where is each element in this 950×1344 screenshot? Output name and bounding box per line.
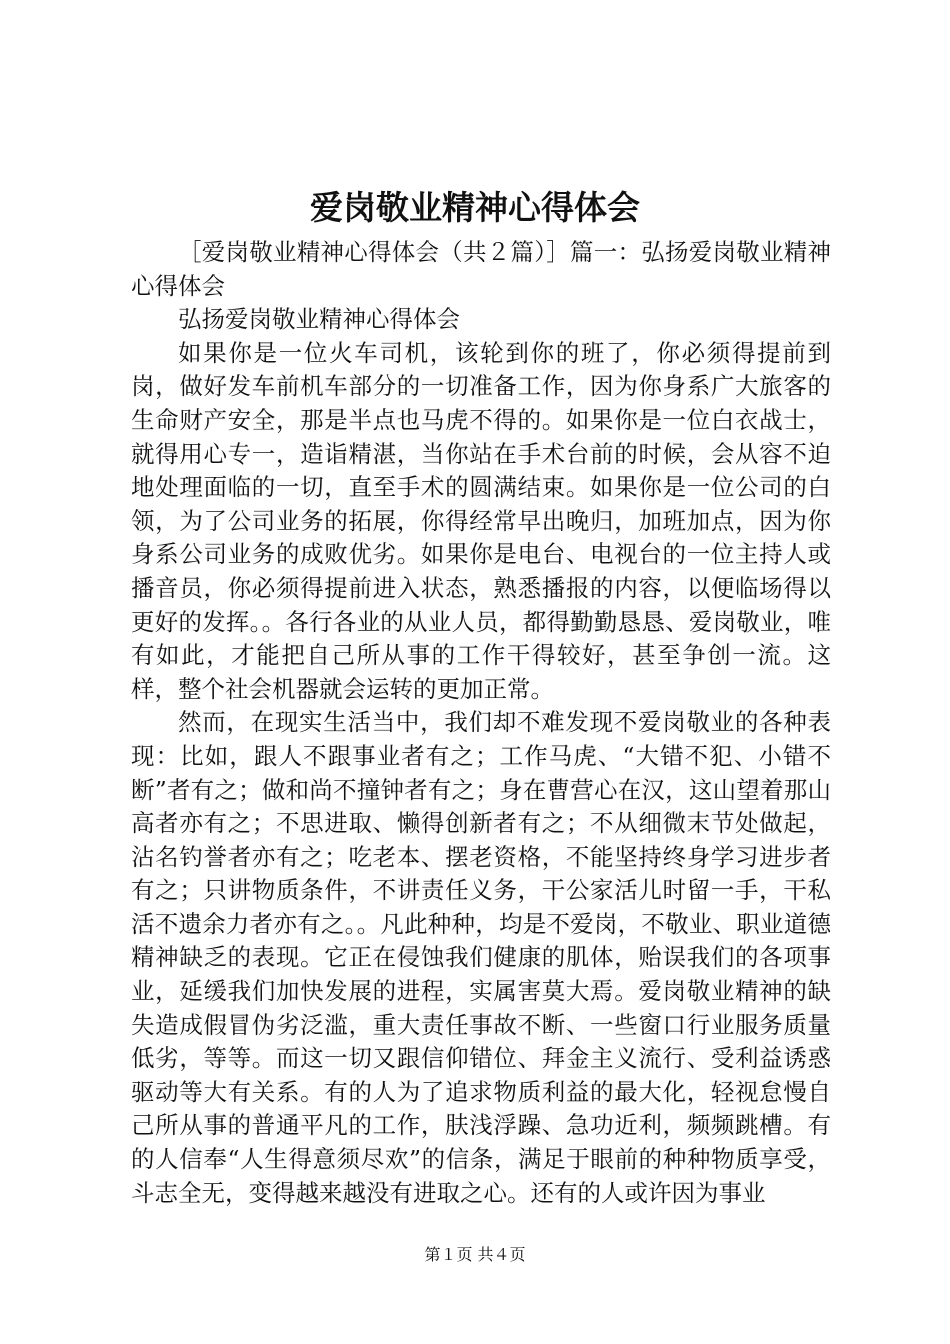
paragraph-body-2: 然而，在现实生活当中，我们却不难发现不爱岗敬业的各种表现：比如，跟人不跟事业者有之；工作马虎、“大错不犯、小错不断”者有之；做和尚不撞钟者有之；身在曹营心在汉，这山望着那山高者亦有之；不思进取、懒得创新者有之；不从细微末节处做起，沾名钓誉者亦有之；吃老本、摆老资格，不能坚持终身学习进步者有之；只讲物质条件，不讲责任义务，干公家活儿时留一手，干私活不遗余力者亦有之。。凡此种种，均是不爱岗，不敬业、职业道德精神缺乏的表现。它正在侵蚀我们健康的肌体，贻误我们的各项事业，延缓我们加快发展的进程，实属害莫大焉。爱岗敬业精神的缺失造成假冒伪劣泛滥，重大责任事故不断、一些窗口行业服务质量低劣，等等。而这一切又跟信仰错位、拜金主义流行、受利益诱惑驱动等大有关系。有的人为了追求物质利益的最大化，轻视怠慢自己所从事的普通平凡的工作，肤浅浮躁、急功近利，频频跳槽。有的人信奉“人生得意须尽欢”的信条，满足于眼前的种种物质享受，斗志全无，变得越来越没有进取之心。还有的人或许因为事业 xyxy=(131,708,831,1207)
paragraph-subtitle: 弘扬爱岗敬业精神心得体会 xyxy=(178,305,460,334)
document-title: 爱岗敬业精神心得体会 xyxy=(310,188,640,227)
paragraph-body-1: 如果你是一位火车司机，该轮到你的班了，你必须得提前到岗，做好发车前机车部分的一切准备工作，因为你身系广大旅客的生命财产安全，那是半点也马虎不得的。如果你是一位白衣战士，就得用心专一，造诣精湛，当你站在手术台前的时候，会从容不迫地处理面临的一切，直至手术的圆满结束。如果你是一位公司的白领，为了公司业务的拓展，你得经常早出晚归，加班加点，因为你身系公司业务的成败优劣。如果你是电台、电视台的一位主持人或播音员，你必须得提前进入状态，熟悉播报的内容，以便临场得以更好的发挥。。各行各业的从业人员，都得勤勤恳恳、爱岗敬业，唯有如此，才能把自己所从事的工作干得较好，甚至争创一流。这样，整个社会机器就会运转的更加正常。 xyxy=(131,338,831,703)
paragraph-heading-line: ［爱岗敬业精神心得体会（共２篇）］篇一：弘扬爱岗敬业精神心得体会 xyxy=(131,238,831,300)
document-body xyxy=(131,236,831,1210)
page-number-footer: 第１页 共４页 xyxy=(424,1245,526,1264)
